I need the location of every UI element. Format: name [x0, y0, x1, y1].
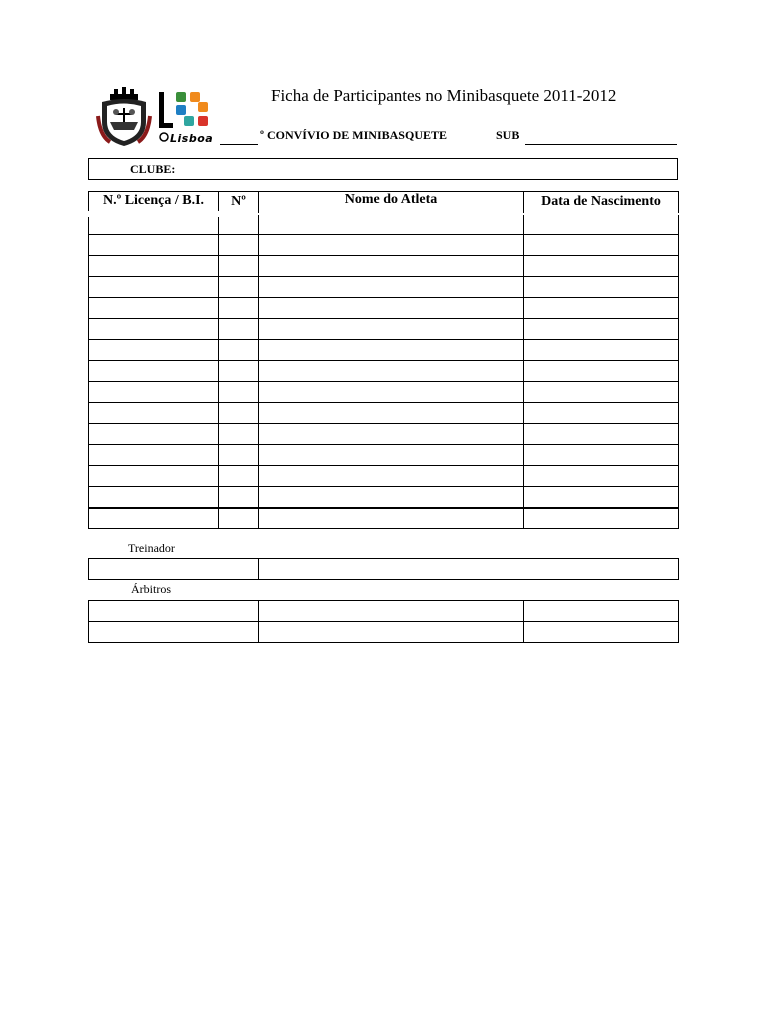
- nome-cell[interactable]: [259, 487, 524, 508]
- table-row: [89, 319, 679, 340]
- licenca-cell[interactable]: [89, 424, 219, 445]
- nome-cell[interactable]: [259, 298, 524, 319]
- clube-field[interactable]: [88, 158, 678, 180]
- numero-cell[interactable]: [219, 382, 259, 403]
- column-header-licenca: N.º Licença / B.I.: [89, 192, 219, 214]
- arbitros-table: [88, 600, 679, 643]
- nome-cell[interactable]: [259, 403, 524, 424]
- numero-cell[interactable]: [219, 214, 259, 235]
- treinador-licenca-cell[interactable]: [89, 559, 259, 580]
- licenca-cell[interactable]: [89, 361, 219, 382]
- table-row: [89, 403, 679, 424]
- table-row: [89, 601, 679, 622]
- table-row: [89, 487, 679, 508]
- numero-cell[interactable]: [219, 424, 259, 445]
- arbitro-nome-cell[interactable]: [259, 601, 524, 622]
- data-nascimento-cell[interactable]: [524, 445, 679, 466]
- nome-cell[interactable]: [259, 445, 524, 466]
- municipal-crest-icon: [96, 86, 152, 148]
- numero-cell[interactable]: [219, 403, 259, 424]
- nome-cell[interactable]: [259, 508, 524, 529]
- licenca-cell[interactable]: [89, 445, 219, 466]
- licenca-cell[interactable]: [89, 256, 219, 277]
- table-row: [89, 559, 679, 580]
- data-nascimento-cell[interactable]: [524, 424, 679, 445]
- data-nascimento-cell[interactable]: [524, 508, 679, 529]
- logo-text: Lisboa: [170, 132, 214, 145]
- numero-cell[interactable]: [219, 445, 259, 466]
- arbitro-data-cell[interactable]: [524, 601, 679, 622]
- data-nascimento-cell[interactable]: [524, 382, 679, 403]
- column-header-numero: Nº: [219, 192, 259, 214]
- licenca-cell[interactable]: [89, 319, 219, 340]
- arbitro-nome-cell[interactable]: [259, 622, 524, 643]
- data-nascimento-cell[interactable]: [524, 466, 679, 487]
- data-nascimento-cell[interactable]: [524, 319, 679, 340]
- convivio-number-field[interactable]: [220, 144, 258, 145]
- nome-cell[interactable]: [259, 256, 524, 277]
- licenca-cell[interactable]: [89, 298, 219, 319]
- licenca-cell[interactable]: [89, 340, 219, 361]
- numero-cell[interactable]: [219, 277, 259, 298]
- arbitro-licenca-cell[interactable]: [89, 601, 259, 622]
- numero-cell[interactable]: [219, 487, 259, 508]
- column-header-nome: Nome do Atleta: [259, 192, 524, 214]
- arbitro-data-cell[interactable]: [524, 622, 679, 643]
- numero-cell[interactable]: [219, 466, 259, 487]
- numero-cell[interactable]: [219, 508, 259, 529]
- athletes-table-header: [89, 192, 679, 214]
- arbitros-label: Árbitros: [131, 582, 171, 596]
- nome-cell[interactable]: [259, 340, 524, 361]
- numero-cell[interactable]: [219, 361, 259, 382]
- nome-cell[interactable]: [259, 235, 524, 256]
- treinador-nome-cell[interactable]: [259, 559, 679, 580]
- nome-cell[interactable]: [259, 361, 524, 382]
- table-row: [89, 622, 679, 643]
- page-title: Ficha de Participantes no Minibasquete 2011-2012: [271, 86, 617, 105]
- arbitro-licenca-cell[interactable]: [89, 622, 259, 643]
- data-nascimento-cell[interactable]: [524, 403, 679, 424]
- data-nascimento-cell[interactable]: [524, 277, 679, 298]
- athletes-table: [88, 191, 679, 529]
- licenca-cell[interactable]: [89, 277, 219, 298]
- table-row: [89, 424, 679, 445]
- numero-cell[interactable]: [219, 319, 259, 340]
- nome-cell[interactable]: [259, 466, 524, 487]
- table-row: [89, 466, 679, 487]
- nome-cell[interactable]: [259, 382, 524, 403]
- numero-cell[interactable]: [219, 340, 259, 361]
- licenca-cell[interactable]: [89, 403, 219, 424]
- table-row: [89, 235, 679, 256]
- data-nascimento-cell[interactable]: [524, 298, 679, 319]
- clube-label: CLUBE:: [130, 162, 176, 176]
- treinador-label: Treinador: [128, 541, 175, 555]
- licenca-cell[interactable]: [89, 487, 219, 508]
- treinador-table: [88, 558, 679, 580]
- table-row: [89, 277, 679, 298]
- sub-label: SUB: [496, 128, 520, 142]
- sub-field[interactable]: [525, 144, 677, 145]
- table-row: [89, 298, 679, 319]
- nome-cell[interactable]: [259, 424, 524, 445]
- data-nascimento-cell[interactable]: [524, 235, 679, 256]
- table-row: [89, 382, 679, 403]
- table-row: [89, 256, 679, 277]
- data-nascimento-cell[interactable]: [524, 487, 679, 508]
- nome-cell[interactable]: [259, 319, 524, 340]
- numero-cell[interactable]: [219, 298, 259, 319]
- table-row: [89, 508, 679, 529]
- table-row: [89, 214, 679, 235]
- licenca-cell[interactable]: [89, 382, 219, 403]
- numero-cell[interactable]: [219, 256, 259, 277]
- data-nascimento-cell[interactable]: [524, 361, 679, 382]
- data-nascimento-cell[interactable]: [524, 340, 679, 361]
- numero-cell[interactable]: [219, 235, 259, 256]
- table-row: [89, 445, 679, 466]
- data-nascimento-cell[interactable]: [524, 256, 679, 277]
- data-nascimento-cell[interactable]: [524, 214, 679, 235]
- nome-cell[interactable]: [259, 277, 524, 298]
- nome-cell[interactable]: [259, 214, 524, 235]
- licenca-cell[interactable]: [89, 214, 219, 235]
- licenca-cell[interactable]: [89, 466, 219, 487]
- convivio-label: º CONVÍVIO DE MINIBASQUETE: [260, 128, 447, 142]
- table-row: [89, 340, 679, 361]
- licenca-cell[interactable]: [89, 508, 219, 529]
- licenca-cell[interactable]: [89, 235, 219, 256]
- column-header-data-nascimento: Data de Nascimento: [524, 192, 679, 214]
- table-row: [89, 361, 679, 382]
